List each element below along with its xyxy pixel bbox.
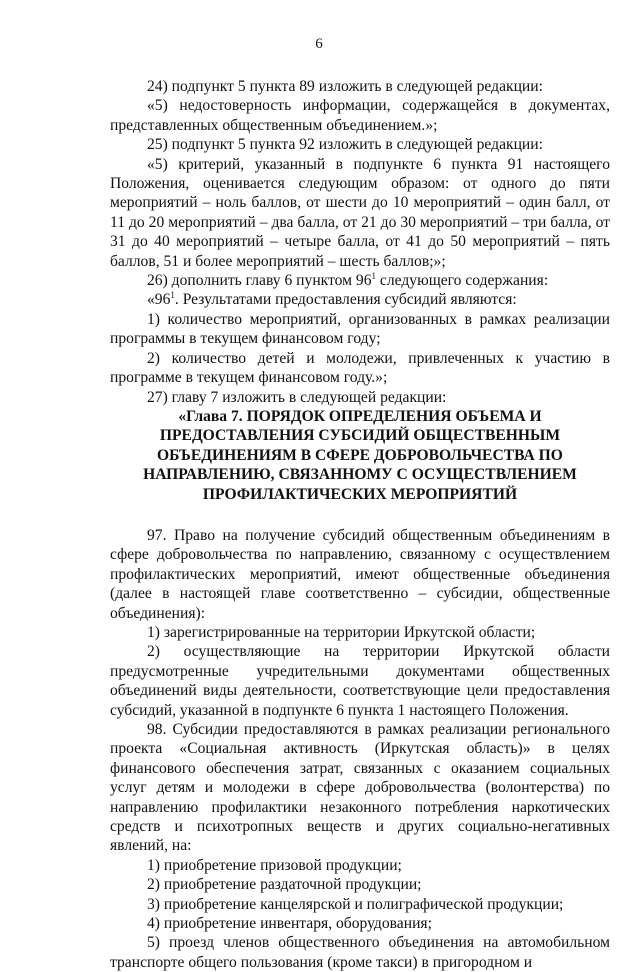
paragraph: 4) приобретение инвентаря, оборудования; <box>147 915 432 933</box>
paragraph: 3) приобретение канцелярской и полиграфической продукции; <box>147 895 564 913</box>
paragraph-text: 26) дополнить главу 6 пунктом 96 <box>147 272 372 290</box>
superscript: 1 <box>371 270 377 281</box>
paragraph: 1) количество мероприятий, организованных в рамках реализации программы в текущем финансовом году; <box>110 310 610 348</box>
chapter-heading: «Глава 7. ПОРЯДОК ОПРЕДЕЛЕНИЯ ОБЪЕМА И ПРЕДОСТАВЛЕНИЯ СУБСИДИЙ ОБЩЕСТВЕННЫМ ОБЪЕДИНЕНИЯМ В СФЕРЕ ДОБРОВОЛЬЧЕСТВА ПО НАПРАВЛЕНИЮ, СВЯЗАННОМУ С ОСУЩЕСТВЛЕНИЕМ ПРОФИЛАКТИЧЕСКИХ МЕРОПРИЯТИЙ <box>143 407 577 503</box>
paragraph-text: «96 <box>147 291 171 309</box>
paragraph: 1) приобретение призовой продукции; <box>147 856 402 874</box>
paragraph: 98. Субсидии предоставляются в рамках реализации регионального проекта «Социальная активность (Иркутская область)» в целях финансового обеспечения затрат, связанных с оказанием социальных услуг детям и молодежи в сфере добровольчества (волонтерства) по направлению профилактики незаконного потребления наркотических средств и психотропных веществ и других социально-негативных явлений, на: <box>110 721 610 855</box>
paragraph-96-1 <box>110 290 610 309</box>
page-number: 6 <box>315 36 323 52</box>
document-body <box>110 77 610 972</box>
paragraph: 97. Право на получение субсидий общественным объединениям в сфере добровольчества по направлению, связанному с осуществлением профилактических мероприятий, имеют общественные объединения (далее в настоящей главе соответственно – субсидии, общественные объединения): <box>110 526 610 622</box>
paragraph-text: следующего содержания: <box>376 272 549 290</box>
paragraph-text: . Результатами предоставления субсидий являются: <box>174 291 517 309</box>
paragraph: 2) приобретение раздаточной продукции; <box>147 876 422 894</box>
paragraph: 2) количество детей и молодежи, привлеченных к участию в программе в текущем финансовом году.»; <box>110 349 610 387</box>
paragraph-26 <box>110 271 610 290</box>
paragraph: «5) недостоверность информации, содержащейся в документах, представленных общественным объединением.»; <box>110 97 610 134</box>
paragraph: 2) осуществляющие на территории Иркутской области предусмотренные учредительными документами общественных объединений виды деятельности, соответствующие цели предоставления субсидий, указанной в подпункте 6 пункта 1 настоящего Положения. <box>110 643 610 719</box>
paragraph: 27) главу 7 изложить в следующей редакции: <box>147 388 447 406</box>
superscript: 1 <box>170 290 175 301</box>
paragraph: 5) проезд членов общественного объединения на автомобильном транспорте общего пользования (кроме такси) в пригородном и <box>110 934 610 971</box>
paragraph: «5) критерий, указанный в подпункте 6 пункта 91 настоящего Положения, оценивается следующим образом: от одного до пяти мероприятий – ноль баллов, от шести до 10 мероприятий – один балл, от 11 до 20 мероприятий – два балла, от 21 до 30 мероприятий – три балла, от 31 до 40 мероприятий – четыре балла, от 41 до 50 мероприятий – пять баллов, 51 и более мероприятий – шесть баллов;»; <box>110 155 610 270</box>
spacer <box>110 504 610 526</box>
paragraph: 24) подпункт 5 пункта 89 изложить в следующей редакции: <box>147 78 543 95</box>
paragraph: 1) зарегистрированные на территории Иркутской области; <box>147 623 536 641</box>
paragraph: 25) подпункт 5 пункта 92 изложить в следующей редакции: <box>147 136 543 154</box>
